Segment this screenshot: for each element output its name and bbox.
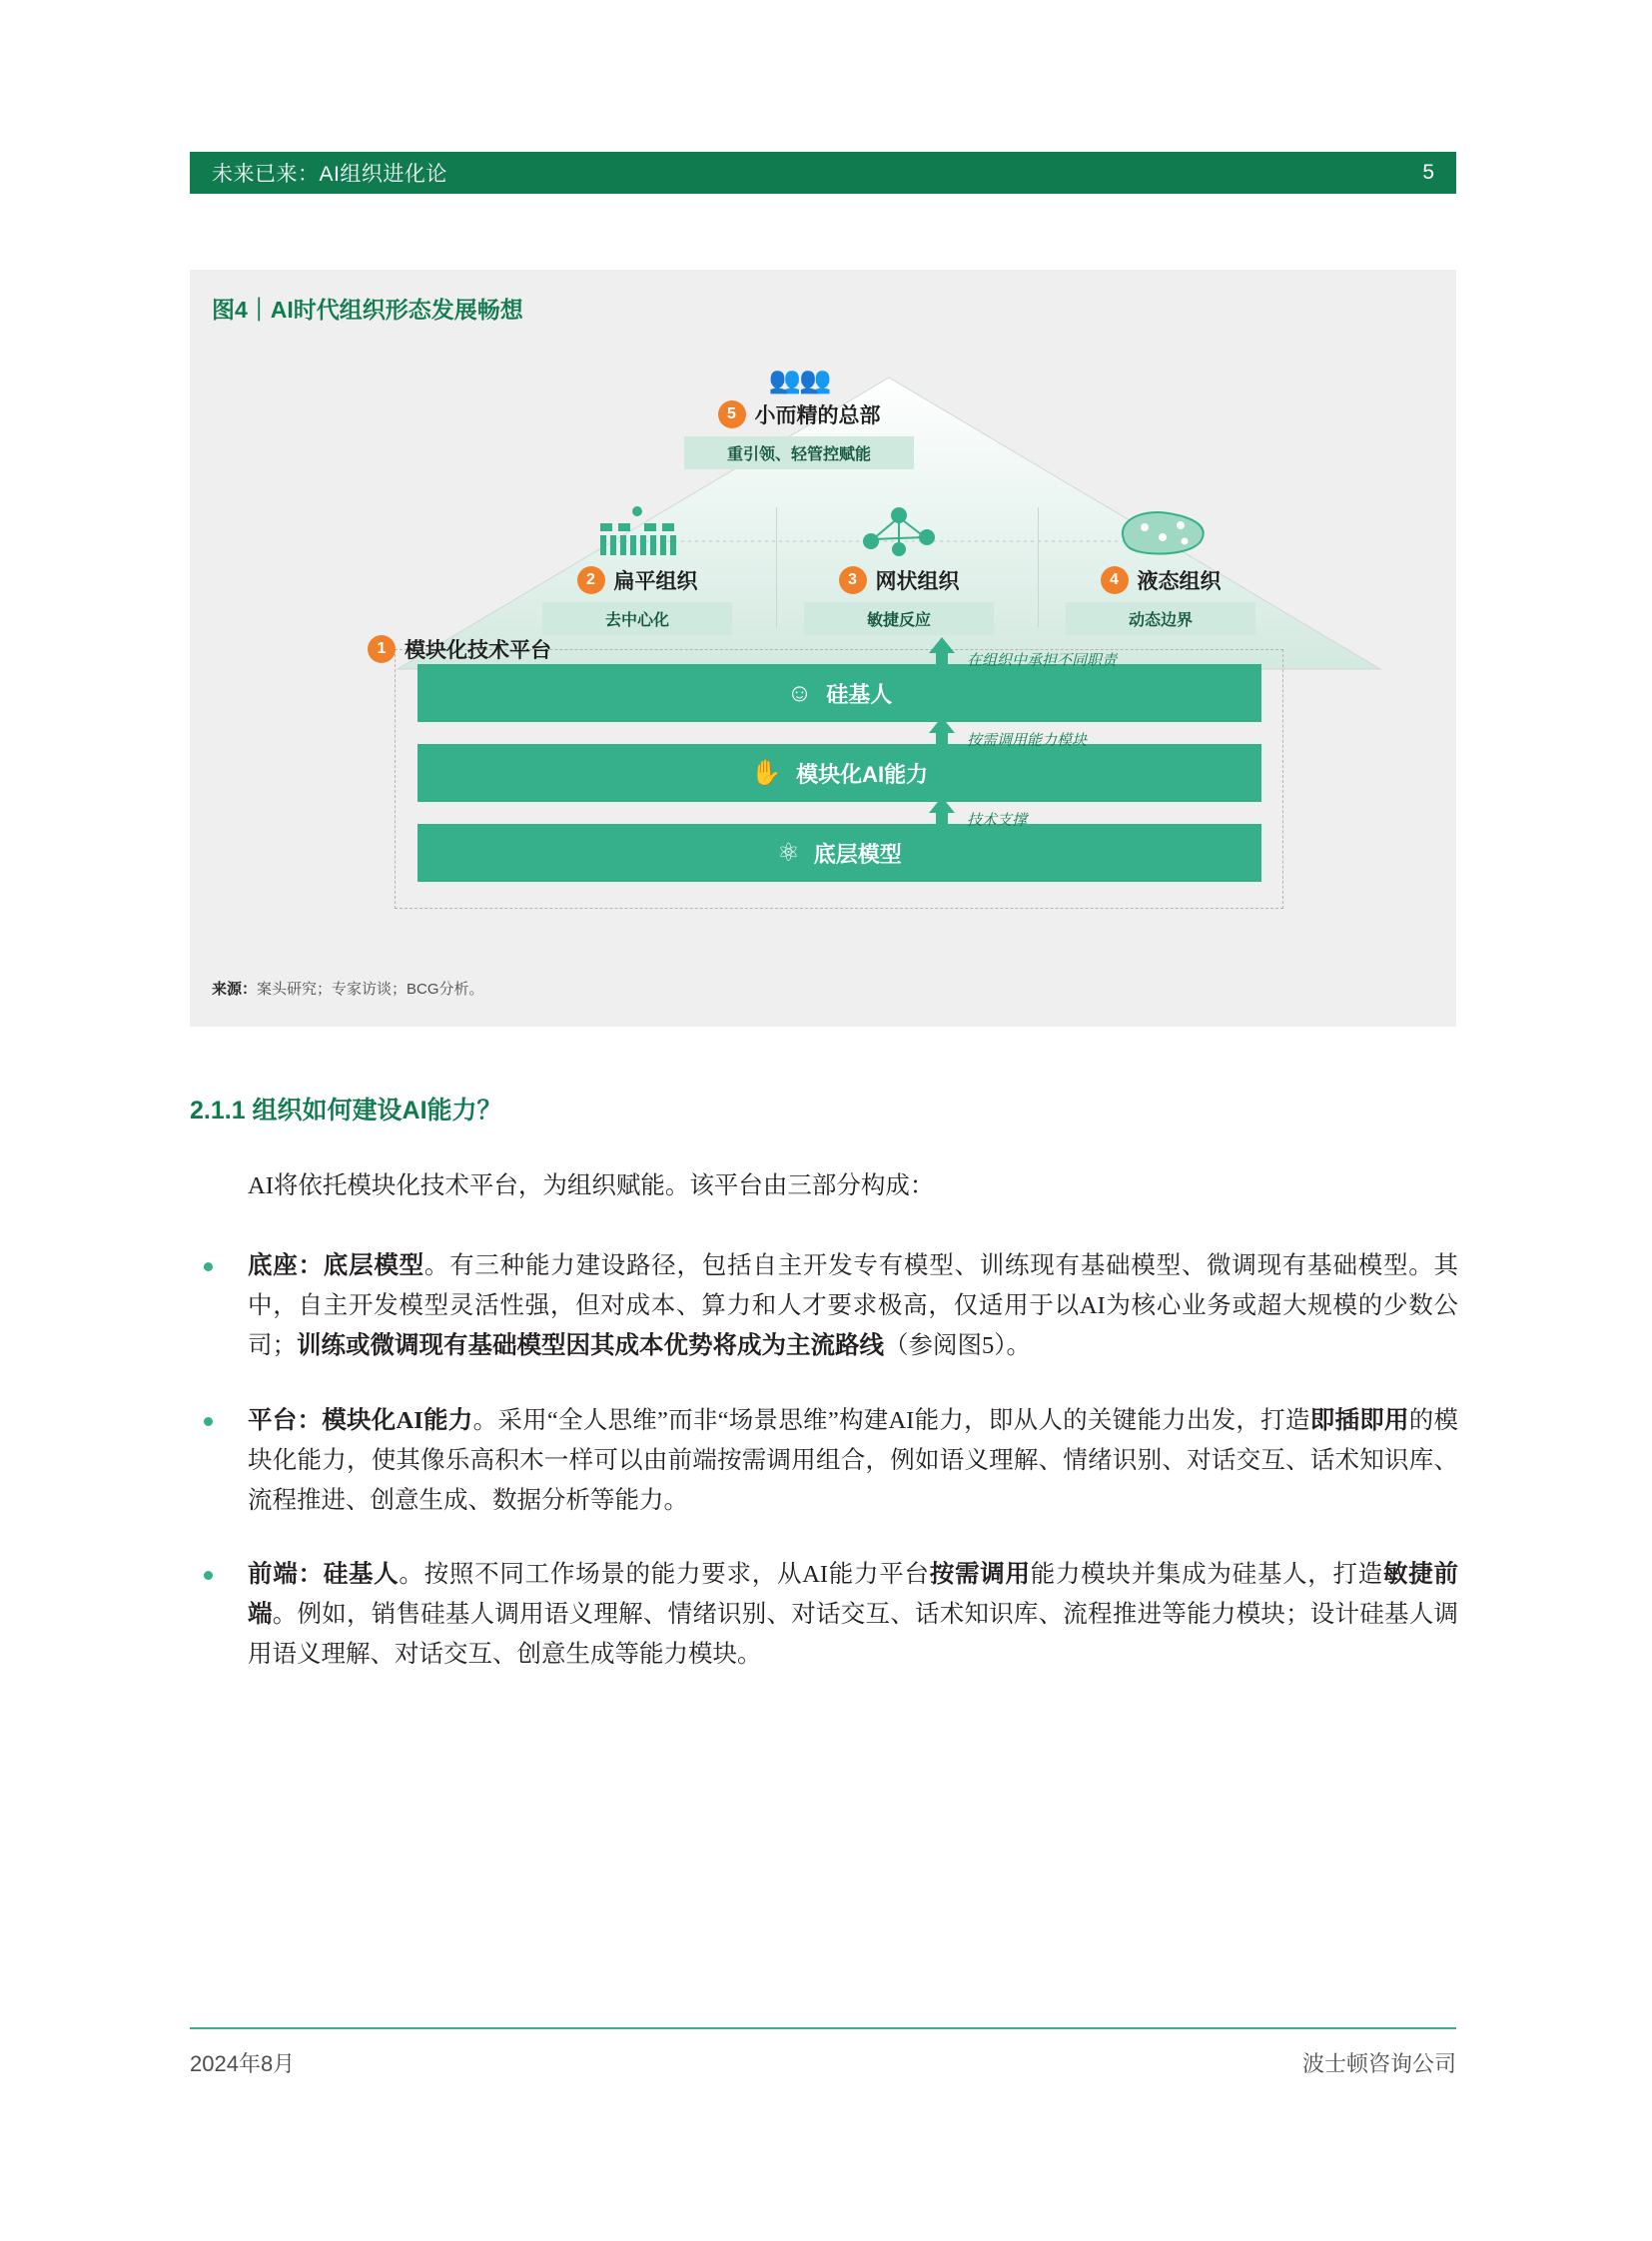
network-nodes-icon — [781, 499, 1017, 557]
platform-title: 模块化技术平台 — [405, 639, 551, 662]
exhibit-title: 图4｜AI时代组织形态发展畅想 — [212, 297, 523, 323]
footer-date: 2024年8月 — [190, 2051, 296, 2076]
badge-number-1: 1 — [368, 635, 396, 663]
header-page-number: 5 — [1422, 161, 1434, 184]
block-subtitle-network-org: 敏捷反应 — [804, 602, 994, 635]
arrow-note-silicon-human: 在组织中承担不同职责 — [967, 652, 1118, 669]
bullet-strong-2: 即插即用 — [1309, 1406, 1409, 1434]
flat-org-chart-icon — [519, 499, 755, 557]
list-item — [190, 1401, 1458, 1522]
bullet-strong-2: 按需调用 — [929, 1561, 1031, 1589]
block-divider — [1038, 507, 1039, 627]
block-subtitle-small-hq: 重引领、轻管控赋能 — [684, 436, 914, 469]
intro-paragraph: AI将依托模块化技术平台，为组织赋能。该平台由三部分构成： — [248, 1172, 935, 1199]
bullet-list — [190, 1246, 1458, 1710]
header-title: 未来已来：AI组织进化论 — [212, 163, 447, 186]
up-arrow-icon — [929, 717, 955, 763]
fluid-blob-icon — [1043, 499, 1278, 557]
block-title-flat-org: 扁平组织 — [613, 570, 698, 593]
badge-number-3: 3 — [839, 566, 867, 594]
block-title-small-hq: 小而精的总部 — [754, 404, 881, 427]
layer-label-silicon-human: 硅基人 — [826, 681, 893, 707]
bullet-strong-4: 敏捷前端 — [248, 1561, 1459, 1629]
block-fluid-org — [1043, 499, 1278, 635]
badge-number-4: 4 — [1101, 566, 1129, 594]
block-title-fluid-org: 液态组织 — [1137, 570, 1222, 593]
bullet-text-1: 。按照不同工作场景的能力要求，从AI能力平台 — [399, 1561, 930, 1589]
bullet-text-3: 能力模块并集成为硅基人，打造 — [1030, 1561, 1384, 1589]
block-subtitle-fluid-org: 动态边界 — [1066, 602, 1255, 635]
bullet-lead-foundation: 底座：底层模型 — [248, 1252, 424, 1279]
block-network-org — [781, 499, 1017, 635]
badge-number-5: 5 — [718, 400, 746, 428]
list-item — [190, 1555, 1458, 1676]
layer-bar-silicon-human — [417, 664, 1261, 722]
block-title-network-org: 网状组织 — [875, 570, 960, 593]
exhibit-figure-4 — [190, 270, 1456, 1027]
layer-bar-modular-ai — [417, 744, 1261, 802]
bullet-lead-platform: 平台：模块化AI能力 — [248, 1406, 473, 1434]
footer-divider — [190, 2027, 1456, 2029]
platform-label — [368, 634, 551, 664]
bullet-text-3: （参阅图5）。 — [884, 1332, 1031, 1360]
block-divider — [776, 507, 777, 627]
block-small-hq — [634, 368, 964, 469]
silicon-head-icon: ☺ — [786, 679, 813, 707]
page-header — [190, 152, 1456, 194]
bullet-text-5: 。例如，销售硅基人调用语义理解、情绪识别、对话交互、话术知识库、流程推进等能力模块；设计硅基人调用语义理解、对话交互、创意生成等能力模块。 — [248, 1601, 1459, 1669]
badge-number-2: 2 — [577, 566, 605, 594]
up-arrow-icon — [929, 637, 955, 683]
block-subtitle-flat-org: 去中心化 — [542, 602, 732, 635]
section-heading: 2.1.1 组织如何建设AI能力？ — [190, 1097, 502, 1124]
brain-model-icon: ⚛ — [777, 839, 800, 867]
exhibit-source-label: 来源： — [212, 981, 258, 998]
layer-label-foundation-model: 底层模型 — [813, 841, 902, 867]
up-arrow-icon — [929, 797, 955, 843]
exhibit-source-text: 案头研究；专家访谈；BCG分析。 — [257, 981, 484, 998]
org-blocks-row — [519, 499, 1278, 635]
exhibit-source — [212, 978, 484, 999]
block-flat-org — [519, 499, 755, 635]
exhibit-diagram — [190, 350, 1456, 949]
arrow-note-modular-ai: 按需调用能力模块 — [967, 732, 1088, 749]
people-group-icon: 👥👥 — [768, 366, 830, 394]
footer-company: 波士顿咨询公司 — [1301, 2051, 1456, 2076]
bullet-strong-2: 训练或微调现有基础模型因其成本优势将成为主流路线 — [297, 1332, 884, 1360]
list-item — [190, 1246, 1458, 1367]
hand-module-icon: ✋ — [750, 759, 783, 787]
layer-label-modular-ai: 模块化AI能力 — [796, 761, 929, 787]
bullet-text-1: 。采用“全人思维”而非“场景思维”构建AI能力，即从人的关键能力出发，打造 — [472, 1406, 1310, 1434]
layer-bar-foundation-model — [417, 824, 1261, 882]
arrow-note-foundation-model: 技术支撑 — [967, 812, 1028, 829]
bullet-text-1: 。有三种能力建设路径，包括自主开发专有模型、训练现有基础模型、微调现有基础模型。其中，自主开发模型灵活性强，但对成本、算力和人才要求极高，仅适用于以AI为核心业务或超大规模的少数公司； — [248, 1252, 1459, 1360]
bullet-lead-frontend: 前端：硅基人 — [248, 1561, 400, 1589]
bullet-text-3: 的模块化能力，使其像乐高积木一样可以由前端按需调用组合，例如语义理解、情绪识别、对话交互、话术知识库、流程推进、创意生成、数据分析等能力。 — [248, 1406, 1459, 1514]
